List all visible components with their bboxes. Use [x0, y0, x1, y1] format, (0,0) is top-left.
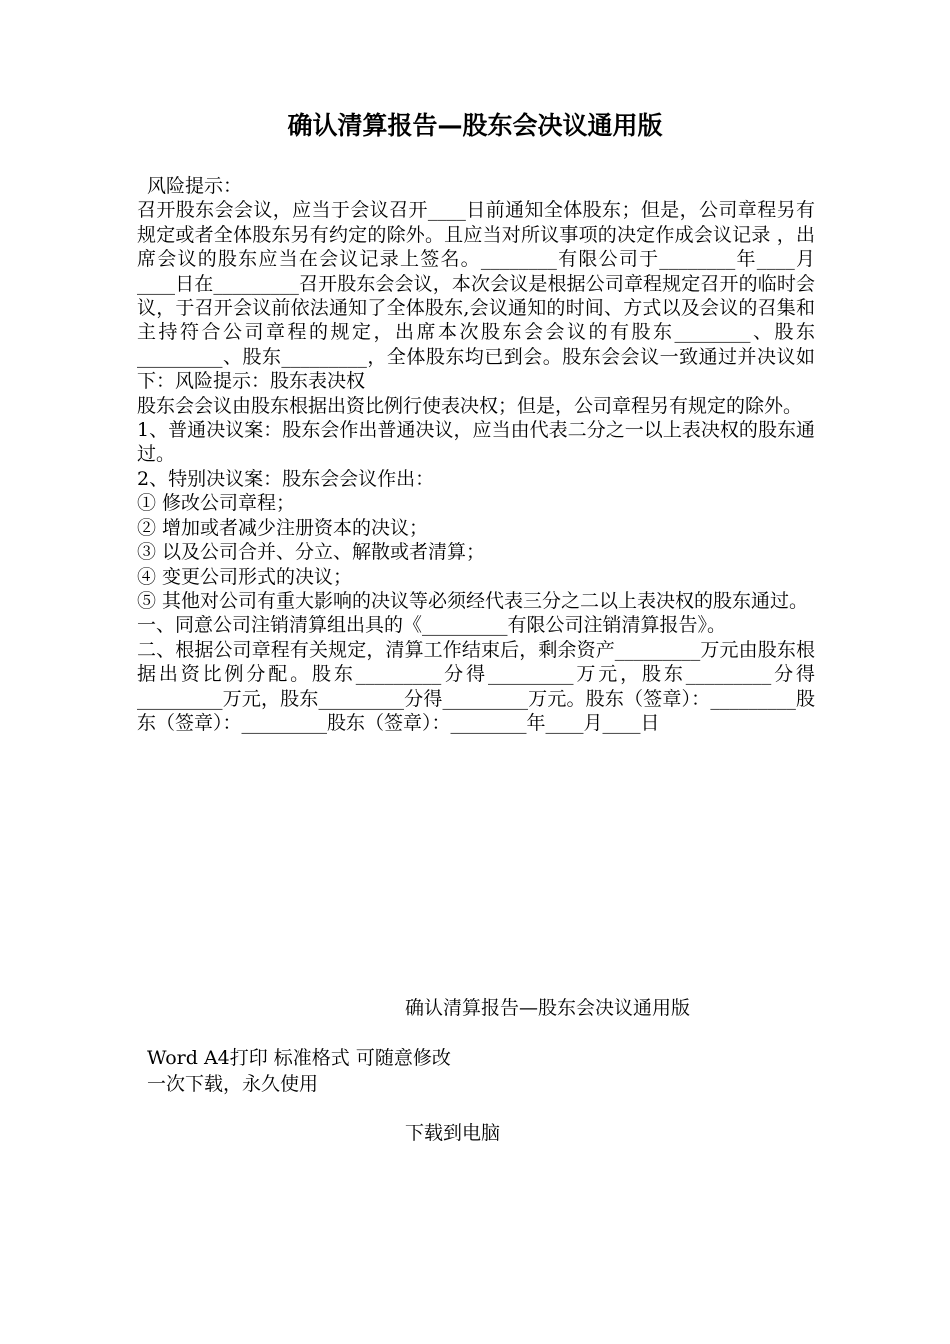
paragraph-resolution-one: 一、同意公司注销清算组出具的《_________有限公司注销清算报告》。 — [137, 614, 727, 637]
list-item: ⑤ 其他对公司有重大影响的决议等必须经代表三分之二以上表决权的股东通过。 — [137, 589, 809, 612]
promo-usage-line: 一次下载，永久使用 — [147, 1073, 319, 1095]
footer-title: 确认清算报告—股东会决议通用版 — [405, 997, 691, 1019]
list-item: ③ 以及公司合并、分立、解散或者清算； — [137, 541, 486, 564]
list-item: ④ 变更公司形式的决议； — [137, 565, 353, 588]
list-item: ② 增加或者减少注册资本的决议； — [137, 516, 429, 539]
paragraph-ordinary-resolution: 1、普通决议案：股东会作出普通决议，应当由代表二分之一以上表决权的股东通过。 — [137, 419, 815, 466]
document-title: 确认清算报告—股东会决议通用版 — [287, 111, 663, 140]
document-body — [137, 174, 815, 735]
risk-label: 风险提示： — [147, 175, 243, 197]
list-item: ① 修改公司章程； — [137, 492, 296, 515]
paragraph-meeting-notice: 召开股东会会议，应当于会议召开____日前通知全体股东；但是，公司章程另有规定或者全体股东另有约定的除外。且应当对所议事项的决定作成会议记录 ，出席会议的股东应当在会议记录上签名。________有限公司于________年____月____日在_________召开股东会会议，本次会议是根据公司章程规定召开的临时会议，于召开会议前依法通知了全体股东,会议通知的时间、方式以及会议的召集和主持符合公司章程的规定，出席本次股东会会议的有股东________、股东_________、股东_________，全体股东均已到会。股东会会议一致通过并决议如下：风险提示：股东表决权 — [137, 199, 815, 393]
paragraph-resolution-two: 二、根据公司章程有关规定，清算工作结束后，剩余资产_________万元由股东根据出资比例分配。股东_________分得_________万元，股东_________分得_________万元，股东_________分得_________万元。股东（签章）：_________股东（签章）：_________股东（签章）：________年____月____日 — [137, 638, 815, 734]
promo-format-line: Word A4打印 标准格式 可随意修改 — [147, 1047, 451, 1069]
paragraph-voting-rights: 股东会会议由股东根据出资比例行使表决权；但是，公司章程另有规定的除外。 — [137, 394, 803, 417]
paragraph-special-resolution: 2、特别决议案：股东会会议作出： — [137, 467, 435, 490]
download-link[interactable]: 下载到电脑 — [405, 1122, 501, 1144]
